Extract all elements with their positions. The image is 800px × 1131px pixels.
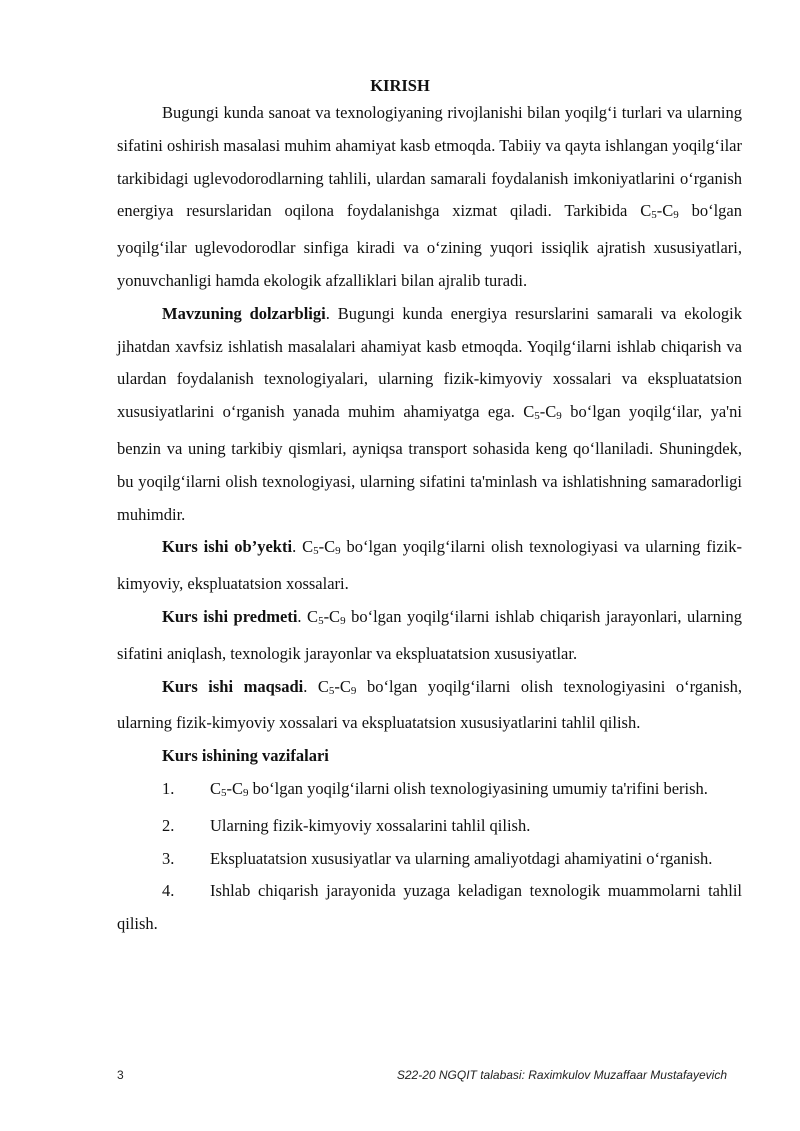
formula-dash: -C [318,537,336,557]
formula-dash: -C [539,402,557,422]
object-text-1: . C [292,537,314,557]
list-item [117,875,742,941]
subscript: 5 [318,614,324,627]
object-label: Kurs ishi ob’yekti [162,537,293,557]
task-text: Ularning fizik-kimyoviy xossalarini tahlil qilish. [210,815,531,835]
goal-label: Kurs ishi maqsadi [162,676,304,696]
list-number: 2. [162,815,175,835]
goal-text-2: bo‘lgan yoqilg‘ilarni olish texnologiyasini o‘rganish, ularning fizik-kimyoviy xossalari va ekspluatatsion xususiyatlarini tahlil qilish. [117,676,742,733]
subscript: 9 [556,410,562,423]
subscript: 5 [651,209,657,222]
subscript: 9 [350,684,357,697]
formula-dash: -C [323,606,341,626]
footer-author: S22-20 NGQIT talabasi: Raximkulov Muzaffaar Mustafayevich [396,1068,727,1082]
list-item [117,843,742,876]
page-title: KIRISH [370,76,430,95]
goal-text-1: . C [303,676,329,696]
subject-label: Kurs ishi predmeti [162,606,298,626]
list-number: 1. [162,778,175,798]
subscript: 5 [534,410,540,423]
task-text: Ekspluatatsion xususiyatlar va ularning amaliyotdagi ahamiyatini o‘rganish. [210,848,713,868]
document-body [117,97,742,941]
intro-text-1: Bugungi kunda sanoat va texnologiyaning rivojlanishi bilan yoqilg‘i turlari va ularning sifatini oshirish masalasi muhim ahamiyat kasb etmoqda. Tabiiy va qayta ishlangan yoqilg‘ilar tarkibidagi uglevodorodlarning tahlili, ulardan samarali foydalanish imkoniyatlarini o‘rganish energiya resurslaridan oqilona foydalanishga xizmat qiladi. Tarkibida C [117,103,742,221]
object-paragraph [117,531,742,601]
list-item [117,810,742,843]
subject-paragraph [117,601,742,671]
task-text-1: C [210,778,222,798]
subscript: 5 [221,786,227,799]
object-text-2: bo‘lgan yoqilg‘ilarni olish texnologiyasi va ularning fizik-kimyoviy, ekspluatatsion xossalari. [117,537,742,594]
task-text: Ishlab chiqarish jarayonida yuzaga keladigan texnologik muammolarni tahlil qilish. [117,881,742,934]
formula-dash: -C [226,778,244,798]
list-number: 3. [162,848,175,868]
subject-text-2: bo‘lgan yoqilg‘ilarni ishlab chiqarish jarayonlari, ularning sifatini aniqlash, texnologik jarayonlar va ekspluatatsion xususiyatlar. [117,606,743,663]
subscript: 9 [340,614,346,627]
relevance-text-1: . Bugungi kunda energiya resurslarini samarali va ekologik jihatdan xavfsiz ishlatish masalalari ahamiyat kasb etmoqda. Yoqilg‘ilarni ishlab chiqarish va ulardan foydalanish texnologiyalari, ularning fizik-kimyoviy xossalari va ekspluatatsion xususiyatlarini o‘rganish yanada muhim ahamiyatga ega. C [117,303,742,422]
intro-paragraph [117,97,742,298]
formula-dash: -C [334,676,351,696]
list-item [117,773,742,810]
subscript: 9 [335,545,341,558]
subscript: 9 [673,209,679,222]
subscript: 5 [328,684,335,697]
formula-dash: -C [656,201,674,221]
relevance-label: Mavzuning dolzarbligi [162,303,326,323]
task-text-2: bo‘lgan yoqilg‘ilarni olish texnologiyasining umumiy ta'rifini berish. [248,778,708,798]
intro-text-2: bo‘lgan yoqilg‘ilar uglevodorodlar sinfiga kiradi va o‘zining yuqori issiqlik ajratish xususiyatlari, yonuvchanligi hamda ekologik afzalliklari bilan ajralib turadi. [117,201,742,290]
relevance-text-2: bo‘lgan yoqilg‘ilar, ya'ni benzin va uning tarkibiy qismlari, ayniqsa transport sohasida keng qo‘llaniladi. Shuningdek, bu yoqilg‘ilarni olish texnologiyasi, ularning sifatini ta'minlash va ishlatishning samaradorligi muhimdir. [117,402,742,524]
subject-text-1: . C [297,606,319,626]
list-number: 4. [162,881,175,901]
subscript: 5 [313,545,319,558]
subscript: 9 [243,786,249,799]
page-number: 3 [117,1068,124,1082]
goal-paragraph [117,671,742,741]
relevance-paragraph [117,298,742,532]
tasks-heading: Kurs ishining vazifalari [162,746,329,766]
